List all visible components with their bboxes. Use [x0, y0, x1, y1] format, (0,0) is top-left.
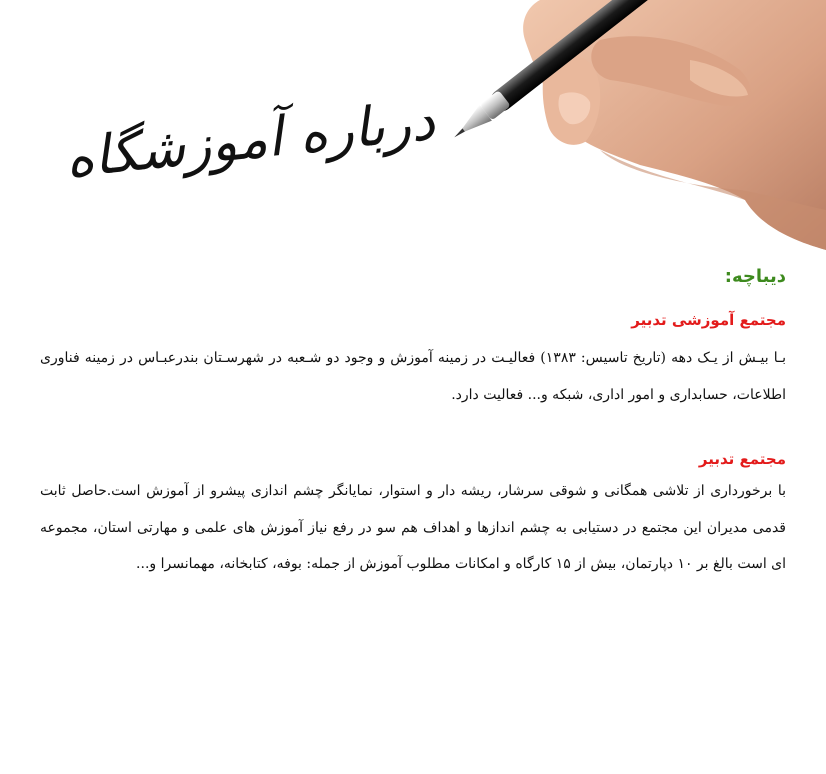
section-title: مجتمع تدبیر: [698, 450, 786, 468]
section-title: مجتمع آموزشی تدبیر: [631, 311, 786, 329]
about-content: [40, 262, 786, 583]
header-banner: [0, 0, 826, 250]
banner-title: درباره آموزشگاه: [62, 88, 438, 191]
section-paragraph: بـا بیـش از یـک دهه (تاریخ تاسیس: ۱۳۸۳) فعالیـت در زمینه آموزش و وجود دو شـعبه در شهرسـتان بندرعبـاس در زمینه فناوری اطلاعات، حسابداری و امور اداری، شبکه و... فعالیت دارد.: [40, 350, 786, 403]
intro-heading: دیباچه:: [724, 266, 786, 287]
section-paragraph: با برخورداری از تلاشی همگانی و شوقی سرشار، ریشه دار و استوار، نمایانگر چشم اندازی پیشرو از آموزش است.حاصل ثابت قدمی مدیران این مجتمع در دستیابی به چشم اندازها و اهداف هم سو در رفع نیاز آموزش های علمی و مهارتی استان، مجموعه ای است بالغ بر ۱۰ دپارتمان، بیش از ۱۵ کارگاه و امکانات مطلوب آموزش از جمله: بوفه، کتابخانه، مهمانسرا و...: [40, 483, 786, 572]
